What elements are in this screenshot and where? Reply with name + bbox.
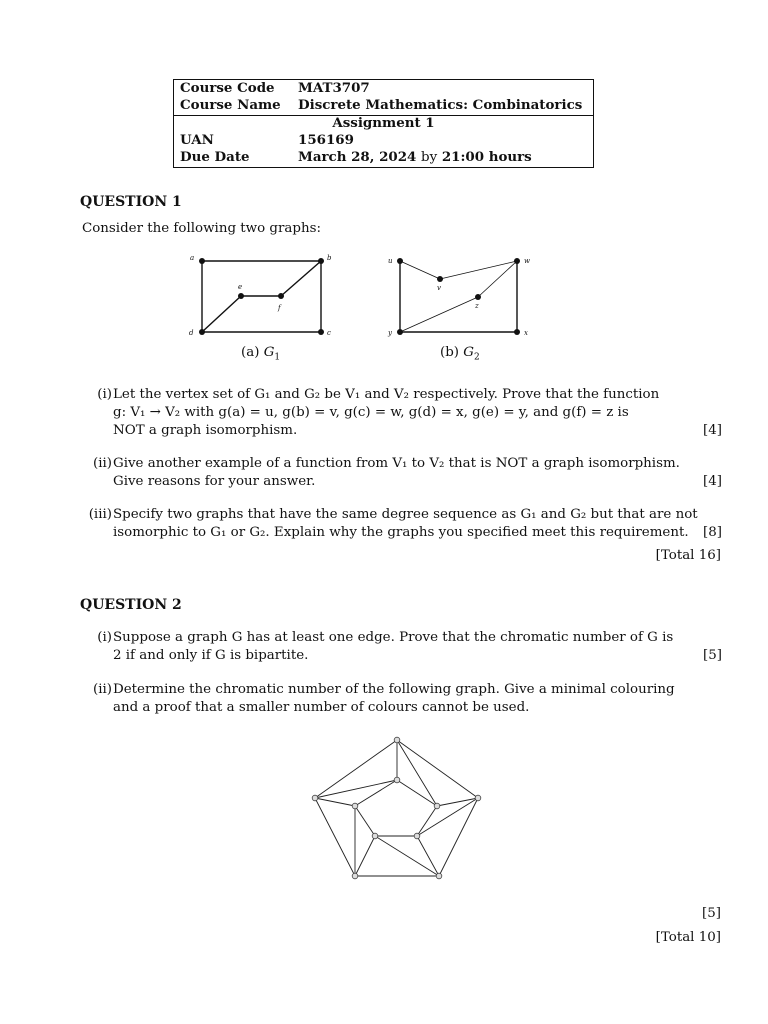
edge-o3-i3: [417, 836, 439, 876]
vertex-v: [437, 276, 443, 282]
caption-b-sub: 2: [474, 352, 480, 363]
vertex-o1: [394, 737, 400, 743]
q1-part-iii-line1: Specify two graphs that have the same degree sequence as G₁ and G₂ but that are not: [113, 507, 698, 522]
uan-value: 156169: [298, 132, 354, 148]
label-f: f: [278, 304, 281, 312]
q2-part-ii-line1: Determine the chromatic number of the following graph. Give a minimal colouring: [113, 682, 675, 697]
question-2-title: QUESTION 2: [80, 597, 182, 613]
q1-part-i-line1: Let the vertex set of G₁ and G₂ be V₁ and V₂ respectively. Prove that the function: [113, 387, 660, 402]
graph-g1-figure: [180, 248, 340, 343]
edge-i4-i5: [355, 806, 375, 836]
q1-part-i-line3: NOT a graph isomorphism.: [113, 423, 298, 438]
vertex-o3: [436, 873, 442, 879]
course-code-row: [174, 80, 593, 97]
q2-part-ii-marks: [5]: [702, 906, 721, 921]
due-date-value: [298, 149, 532, 166]
q1-part-iii-text: [113, 506, 722, 542]
vertex-x: [514, 329, 520, 335]
q1-part-ii: [80, 455, 722, 491]
vertex-u: [397, 258, 403, 264]
edge-vw: [440, 261, 517, 279]
vertex-c: [318, 329, 324, 335]
edge-de: [202, 296, 241, 332]
vertex-f: [278, 293, 284, 299]
due-by: by: [421, 150, 438, 165]
edge-zy: [400, 297, 478, 332]
question-1-title: QUESTION 1: [80, 194, 182, 210]
due-date-label: Due Date: [180, 149, 250, 165]
course-name-row: [174, 97, 593, 114]
course-code-label: Course Code: [180, 80, 275, 96]
label-d: d: [189, 329, 194, 337]
q2-part-i: [80, 629, 722, 665]
q1-part-iii: [80, 506, 722, 542]
q1-part-i-label: (i): [97, 387, 112, 402]
vertex-i4: [372, 833, 378, 839]
assignment-row: [174, 115, 593, 132]
q2-total: [Total 10]: [655, 930, 721, 945]
graph-g2-figure: [380, 248, 540, 343]
caption-b-var: G: [463, 345, 474, 360]
caption-b-prefix: (b): [440, 345, 460, 360]
edge-o4-o5: [315, 798, 355, 876]
q1-part-ii-text: [113, 455, 722, 491]
label-u: u: [388, 257, 393, 265]
edge-o1-i2: [397, 740, 437, 806]
caption-a-var: G: [263, 345, 275, 360]
q2-part-ii-line2: and a proof that a smaller number of colours cannot be used.: [113, 700, 530, 715]
pentagon-graph-figure: [300, 728, 500, 888]
q2-part-i-label: (i): [97, 630, 112, 645]
label-y: y: [388, 329, 392, 337]
label-b: b: [327, 254, 332, 262]
due-time: 21:00 hours: [441, 149, 532, 165]
course-info-table: [173, 79, 594, 168]
due-date: March 28, 2024: [298, 149, 417, 165]
vertex-o5: [312, 795, 318, 801]
vertex-d: [199, 329, 205, 335]
vertex-y: [397, 329, 403, 335]
vertex-o4: [352, 873, 358, 879]
due-date-row: [174, 149, 593, 166]
course-code-value: MAT3707: [298, 80, 370, 96]
label-c: c: [327, 329, 331, 337]
label-x: x: [524, 329, 528, 337]
label-w: w: [524, 257, 530, 265]
uan-row: [174, 132, 593, 149]
edge-o1-o2: [397, 740, 478, 798]
q2-part-ii-label: (ii): [92, 682, 112, 697]
vertex-i3: [414, 833, 420, 839]
edge-i5-i1: [355, 780, 397, 806]
q1-total: [Total 16]: [655, 548, 721, 563]
q2-part-ii: [80, 681, 722, 717]
vertex-i1: [394, 777, 400, 783]
q1-part-iii-label: (iii): [88, 507, 112, 522]
label-a: a: [190, 254, 195, 262]
assignment-title: Assignment 1: [332, 115, 435, 131]
q2-part-i-line1: Suppose a graph G has at least one edge. Prove that the chromatic number of G is: [113, 630, 674, 645]
q2-part-ii-text: [113, 681, 722, 717]
q2-part-i-line2: 2 if and only if G is bipartite.: [113, 648, 309, 663]
caption-a-sub: 1: [274, 352, 281, 363]
vertex-e: [238, 293, 244, 299]
vertex-b: [318, 258, 324, 264]
edge-uv: [400, 261, 440, 279]
q1-part-ii-label: (ii): [92, 456, 112, 471]
course-name-label: Course Name: [180, 97, 281, 113]
q1-part-i: [80, 386, 722, 440]
q1-part-i-line2: g: V₁ → V₂ with g(a) = u, g(b) = v, g(c) = w, g(d) = x, g(e) = y, and g(f) = z is: [113, 405, 629, 420]
vertex-i2: [434, 803, 440, 809]
uan-label: UAN: [180, 132, 214, 148]
q1-part-ii-line1: Give another example of a function from V₁ to V₂ that is NOT a graph isomorphism.: [113, 456, 680, 471]
caption-a-prefix: (a): [241, 345, 260, 360]
vertex-z: [475, 294, 481, 300]
q2-part-i-marks: [5]: [703, 648, 722, 663]
label-z: z: [475, 302, 479, 310]
graph-g1-caption: [241, 345, 280, 363]
label-v: v: [437, 284, 441, 292]
edge-i1-i2: [397, 780, 437, 806]
vertex-o2: [475, 795, 481, 801]
edge-i2-i3: [417, 806, 437, 836]
graph-g2-caption: [440, 345, 480, 363]
label-e: e: [238, 283, 243, 291]
q2-part-i-text: [113, 629, 722, 665]
q1-part-ii-line2: Give reasons for your answer.: [113, 474, 316, 489]
q1-part-i-text: [113, 386, 722, 440]
edge-o4-i4: [355, 836, 375, 876]
q1-part-ii-marks: [4]: [703, 474, 722, 489]
question-1-intro: Consider the following two graphs:: [82, 221, 321, 236]
vertex-i5: [352, 803, 358, 809]
q1-part-iii-line2: isomorphic to G₁ or G₂. Explain why the graphs you specified meet this requirement.: [113, 525, 689, 540]
edge-o5-i5: [315, 798, 355, 806]
edge-o3-i4: [375, 836, 439, 876]
edge-wz: [478, 261, 517, 297]
vertex-a: [199, 258, 205, 264]
vertex-w: [514, 258, 520, 264]
q1-part-iii-marks: [8]: [703, 525, 722, 540]
course-name-value: Discrete Mathematics: Combinatorics: [298, 97, 583, 113]
q1-part-i-marks: [4]: [703, 423, 722, 438]
edge-fb: [281, 261, 321, 296]
